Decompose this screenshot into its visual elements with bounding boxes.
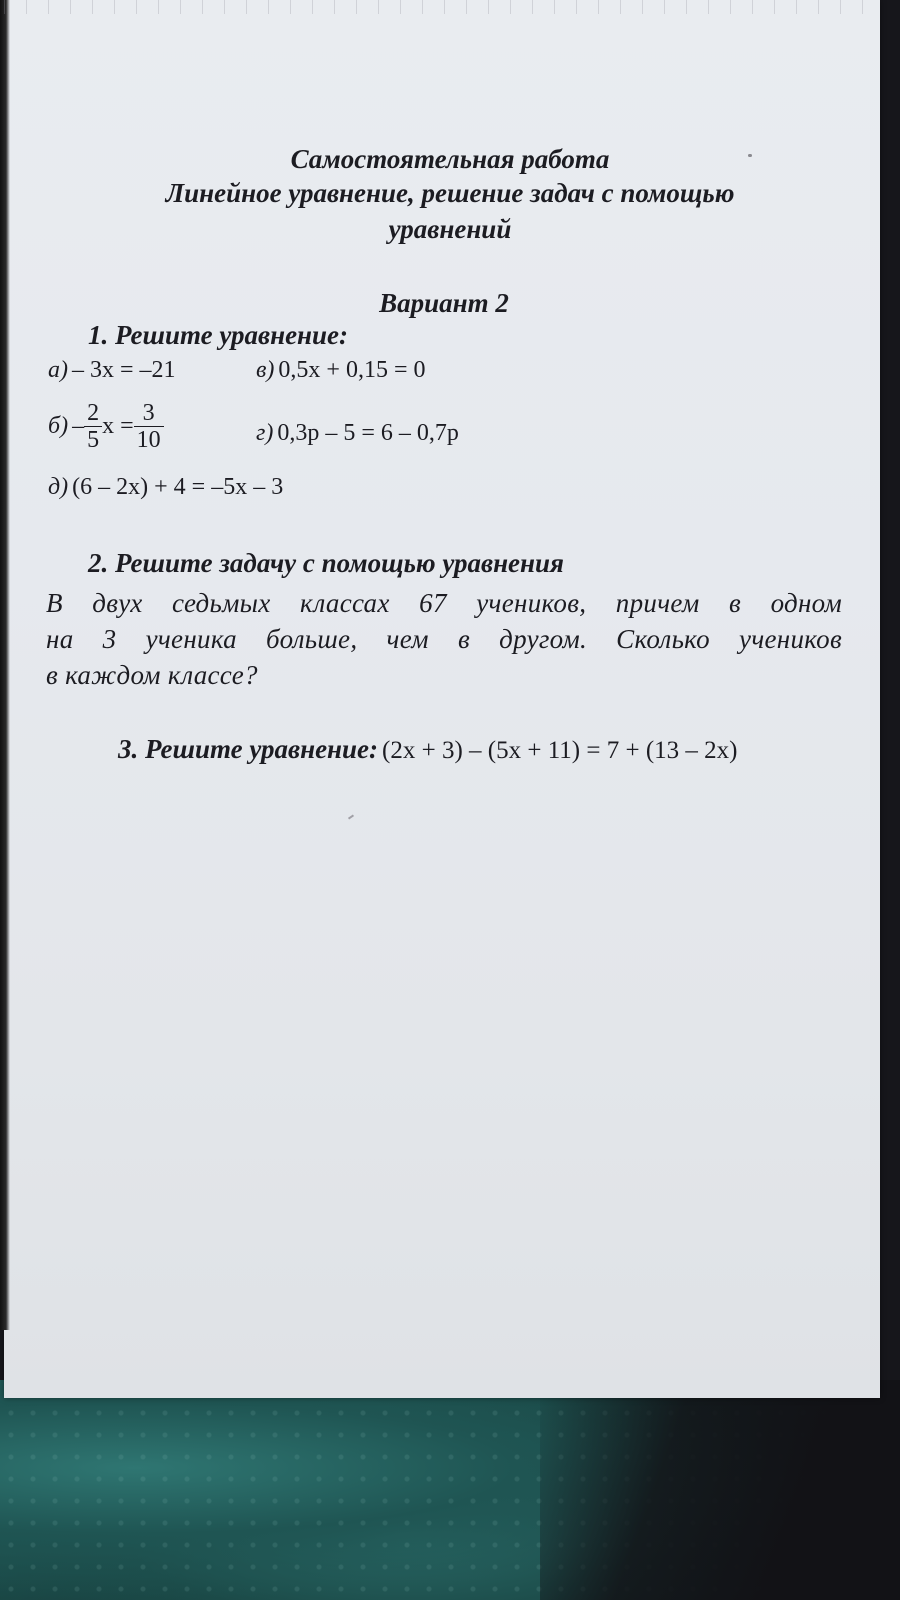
equation: 0,3p – 5 = 6 – 0,7p [277,420,459,446]
fraction [134,400,164,453]
task1-item-a [48,357,176,384]
task1-item-b [48,400,164,453]
task2-text-line: В двух седьмых классах 67 учеников, причем в одном [46,588,842,618]
minus-sign: – [72,413,85,439]
equation: 0,5x + 0,15 = 0 [278,357,426,383]
task3-equation: (2x + 3) – (5x + 11) = 7 + (13 – 2x) [382,737,738,764]
item-label: д) [48,474,69,500]
item-label: а) [48,357,68,383]
document-subtitle-line2: уравнений [388,214,512,244]
top-edge-marks [4,0,880,14]
document-title: Самостоятельная работа [290,144,610,174]
fraction-denominator: 10 [136,427,161,453]
task2-text-line: в каждом классе? [46,660,258,690]
task2-text-line: на 3 ученика больше, чем в другом. Сколько учеников [46,624,842,654]
variant-label: Вариант 2 [379,288,509,318]
task2-heading: 2. Решите задачу с помощью уравнения [88,548,564,578]
fraction-denominator: 5 [87,427,100,453]
fraction-numerator: 2 [84,400,102,427]
fraction [84,400,102,453]
background-shadow [540,1380,900,1600]
task1-item-g [256,420,459,447]
task3-heading: 3. Решите уравнение: [118,734,379,764]
item-label: в) [256,357,275,383]
task1-heading: 1. Решите уравнение: [88,320,349,350]
equation: (6 – 2x) + 4 = –5x – 3 [72,474,284,500]
task1-item-v [256,357,426,384]
fraction-numerator: 3 [134,400,164,427]
document-subtitle-line1: Линейное уравнение, решение задач с помощью [165,178,735,208]
equation: – 3x = –21 [72,357,176,383]
item-label: г) [256,420,274,446]
task1-item-d [48,474,283,501]
item-label: б) [48,413,69,439]
task3 [118,734,737,765]
equation-middle: x = [102,413,134,439]
